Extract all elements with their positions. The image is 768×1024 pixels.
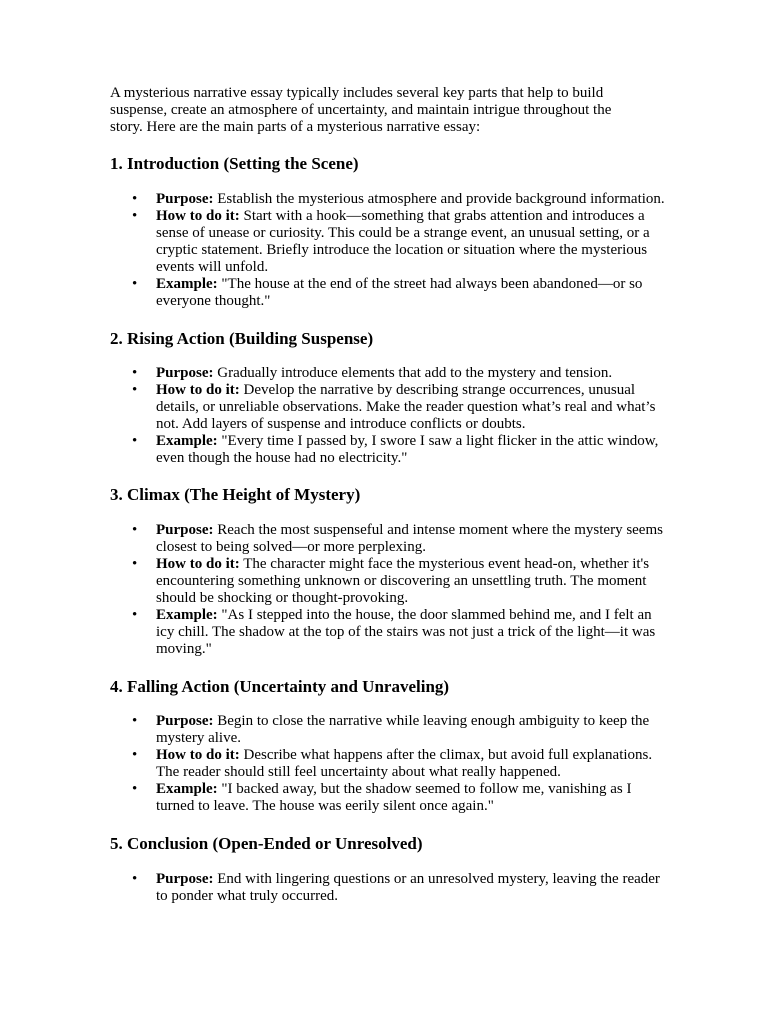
bullet-icon: • (132, 522, 138, 538)
bullet-icon: • (132, 365, 138, 381)
section-heading-climax: 3. Climax (The Height of Mystery) (110, 485, 361, 504)
section-list-rising-action (110, 365, 668, 467)
list-item (132, 382, 668, 433)
item-label: How to do it: (156, 556, 240, 572)
item-label: Purpose: (156, 713, 214, 729)
item-label: Example: (156, 607, 218, 623)
list-item (132, 208, 668, 276)
bullet-icon: • (132, 208, 138, 224)
item-text: "As I stepped into the house, the door slammed behind me, and I felt an icy chill. The shadow at the top of the stairs was not just a trick of the light—it was moving." (156, 607, 656, 657)
item-text: Describe what happens after the climax, but avoid full explanations. The reader should still feel uncertainty about what really happened. (156, 747, 653, 780)
item-text: Begin to close the narrative while leaving enough ambiguity to keep the mystery alive. (156, 713, 650, 746)
item-label: Purpose: (156, 522, 214, 538)
item-text: Gradually introduce elements that add to the mystery and tension. (213, 365, 613, 381)
section-list-introduction (110, 191, 668, 310)
bullet-icon: • (132, 713, 138, 729)
list-item (132, 276, 668, 310)
item-label: Example: (156, 433, 218, 449)
item-text: "The house at the end of the street had always been abandoned—or so everyone thought." (156, 276, 643, 309)
item-text: "Every time I passed by, I swore I saw a light flicker in the attic window, even though the house had no electricity." (156, 433, 659, 466)
item-text: Start with a hook—something that grabs attention and introduces a sense of unease or curiosity. This could be a strange event, an unusual setting, or a cryptic statement. Briefly introduce the location or situation where the mysterious events will unfold. (156, 208, 650, 275)
bullet-icon: • (132, 382, 138, 398)
bullet-icon: • (132, 607, 138, 623)
item-label: How to do it: (156, 747, 240, 763)
list-item (132, 522, 668, 556)
item-label: Purpose: (156, 365, 214, 381)
item-label: Example: (156, 781, 218, 797)
section-heading-rising-action: 2. Rising Action (Building Suspense) (110, 329, 374, 348)
item-text: End with lingering questions or an unresolved mystery, leaving the reader to ponder what truly occurred. (156, 871, 660, 904)
item-label: How to do it: (156, 208, 240, 224)
list-item (132, 781, 668, 815)
section-heading-introduction: 1. Introduction (Setting the Scene) (110, 154, 359, 173)
item-text: Reach the most suspenseful and intense moment where the mystery seems closest to being solved—or more perplexing. (156, 522, 663, 555)
bullet-icon: • (132, 747, 138, 763)
list-item (132, 191, 668, 208)
list-item (132, 607, 668, 658)
list-item (132, 433, 668, 467)
list-item (132, 365, 668, 382)
section-heading-falling-action: 4. Falling Action (Uncertainty and Unraveling) (110, 677, 450, 696)
bullet-icon: • (132, 871, 138, 887)
list-item (132, 871, 668, 905)
section-list-conclusion (110, 871, 668, 905)
list-item (132, 556, 668, 607)
item-text: Develop the narrative by describing strange occurrences, unusual details, or unreliable observations. Make the reader question what’s real and what’s not. Add layers of suspense and introduce conflicts or doubts. (156, 382, 656, 432)
item-label: How to do it: (156, 382, 240, 398)
item-text: The character might face the mysterious event head-on, whether it's encountering something unknown or discovering an unsettling truth. The moment should be shocking or thought-provoking. (156, 556, 650, 606)
item-label: Purpose: (156, 871, 214, 887)
bullet-icon: • (132, 276, 138, 292)
item-label: Example: (156, 276, 218, 292)
list-item (132, 747, 668, 781)
item-text: Establish the mysterious atmosphere and provide background information. (213, 191, 665, 207)
bullet-icon: • (132, 191, 138, 207)
item-text: "I backed away, but the shadow seemed to follow me, vanishing as I turned to leave. The house was eerily silent once again." (156, 781, 632, 814)
section-list-climax (110, 522, 668, 658)
bullet-icon: • (132, 433, 138, 449)
section-heading-conclusion: 5. Conclusion (Open-Ended or Unresolved) (110, 834, 423, 853)
bullet-icon: • (132, 556, 138, 572)
list-item (132, 713, 668, 747)
bullet-icon: • (132, 781, 138, 797)
intro-paragraph: A mysterious narrative essay typically includes several key parts that help to build suspense, create an atmosphere of uncertainty, and maintain intrigue throughout the story. Here are the main parts of a mysterious narrative essay: (110, 85, 612, 135)
item-label: Purpose: (156, 191, 214, 207)
section-list-falling-action (110, 713, 668, 815)
